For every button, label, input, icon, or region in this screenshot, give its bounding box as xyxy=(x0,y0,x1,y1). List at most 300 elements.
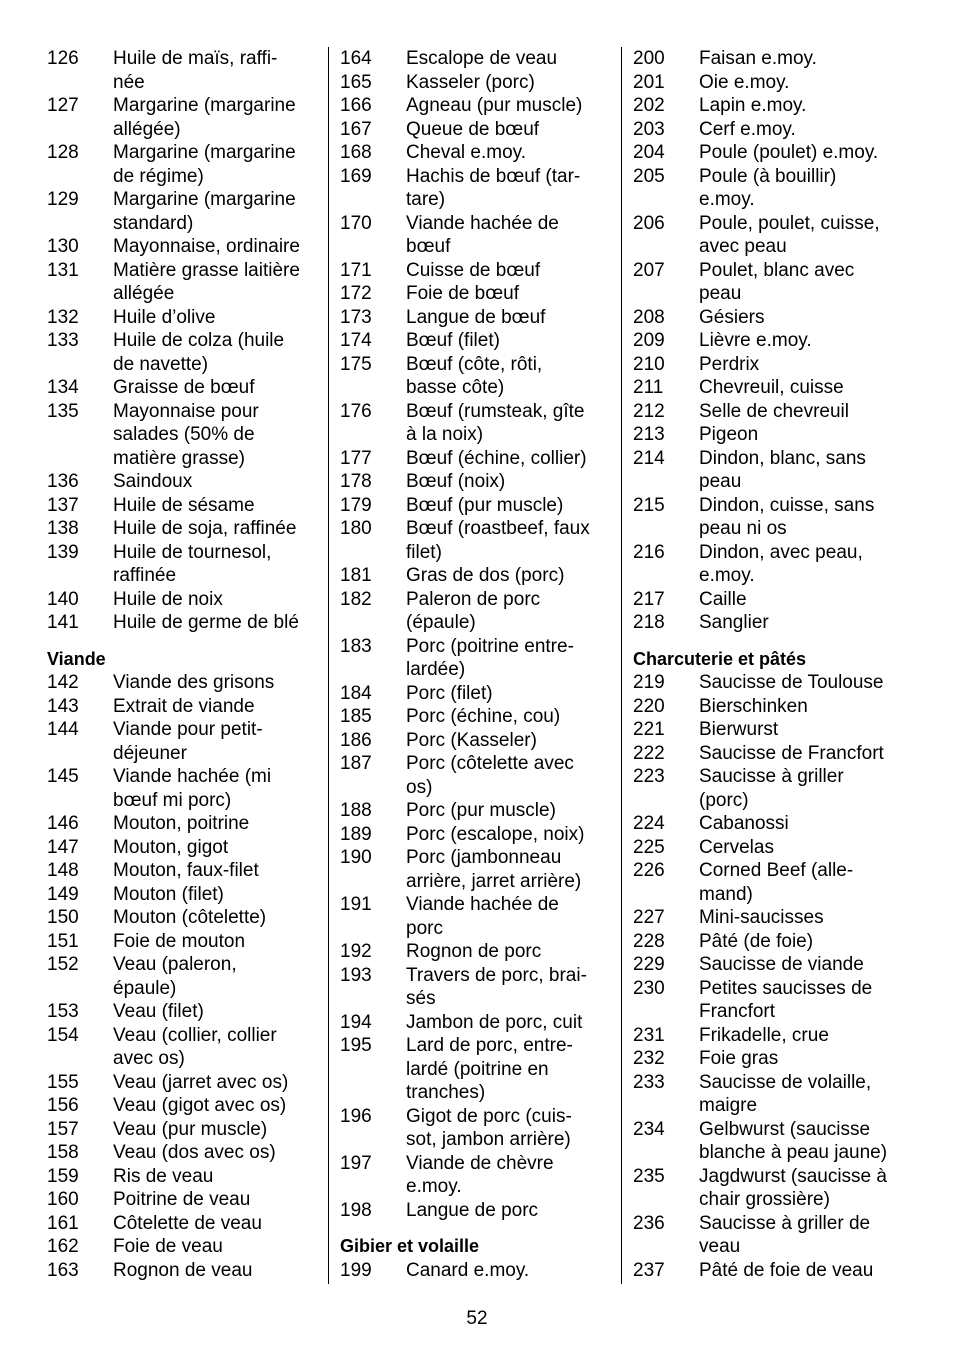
entry-name: Mayonnaise pour salades (50% de matière grasse) xyxy=(113,400,259,469)
entry-name: Gésiers xyxy=(699,306,765,328)
entry-name: Margarine (margarine standard) xyxy=(113,189,296,234)
entry-number: 228 xyxy=(633,930,665,952)
entry-name: Viande hachée (mi bœuf mi porc) xyxy=(113,766,272,811)
entry-name: Bœuf (échine, collier) xyxy=(406,447,587,469)
food-entry xyxy=(47,611,319,635)
food-entry xyxy=(340,517,612,564)
entry-name: Travers de porc, brai- sés xyxy=(406,964,587,1009)
food-entry xyxy=(340,729,612,753)
entry-name: Chevreuil, cuisse xyxy=(699,377,844,398)
entry-number: 191 xyxy=(340,894,372,915)
entry-name: Frikadelle, crue xyxy=(699,1024,829,1046)
food-entry xyxy=(340,118,612,142)
entry-number: 218 xyxy=(633,612,665,633)
food-entry xyxy=(47,859,319,883)
food-entry xyxy=(340,165,612,212)
food-entry xyxy=(340,940,612,964)
entry-name: Viande des grisons xyxy=(113,672,275,693)
entry-name: Veau (dos avec os) xyxy=(113,1142,276,1163)
entry-name: Viande hachée de porc xyxy=(406,894,559,939)
entry-number: 126 xyxy=(47,48,79,69)
entry-number: 195 xyxy=(340,1035,372,1056)
food-entry xyxy=(340,71,612,95)
food-entry xyxy=(633,1024,905,1048)
food-entry xyxy=(340,306,612,330)
food-entry xyxy=(47,376,319,400)
food-entry xyxy=(340,964,612,1011)
food-entry xyxy=(633,494,905,541)
food-entry xyxy=(633,671,905,695)
entry-name: Porc (jambonneau arrière, jarret arrière) xyxy=(406,847,582,892)
entry-name: Poitrine de veau xyxy=(113,1189,251,1210)
entry-number: 166 xyxy=(340,95,372,116)
entry-number: 213 xyxy=(633,424,665,445)
food-entry xyxy=(340,470,612,494)
entry-number: 182 xyxy=(340,588,372,610)
food-entry xyxy=(633,836,905,860)
entry-number: 224 xyxy=(633,813,665,834)
food-entry xyxy=(340,447,612,471)
entry-name: Pigeon xyxy=(699,424,759,445)
food-entry xyxy=(633,353,905,377)
entry-number: 210 xyxy=(633,353,665,375)
entry-number: 155 xyxy=(47,1071,79,1093)
entry-name: Dindon, cuisse, sans peau ni os xyxy=(699,494,875,539)
entry-name: Viande pour petit- déjeuner xyxy=(113,719,263,764)
entry-name: Veau (pur muscle) xyxy=(113,1118,268,1140)
entry-name: Langue de porc xyxy=(406,1199,539,1221)
entry-name: Porc (Kasseler) xyxy=(406,729,537,751)
food-entry xyxy=(340,259,612,283)
entry-number: 167 xyxy=(340,118,372,140)
entry-number: 188 xyxy=(340,800,372,821)
entry-name: Mouton, faux-filet xyxy=(113,860,259,881)
entry-name: Faisan e.moy. xyxy=(699,48,817,69)
entry-number: 180 xyxy=(340,518,372,539)
entry-name: Bœuf (roastbeef, faux filet) xyxy=(406,518,590,563)
entry-name: Saucisse à griller (porc) xyxy=(699,766,844,811)
food-entry xyxy=(633,859,905,906)
food-entry xyxy=(633,165,905,212)
entry-name: Gelbwurst (saucisse blanche à peau jaune) xyxy=(699,1118,888,1163)
entry-name: Huile de noix xyxy=(113,588,223,610)
entry-name: Huile de soja, raffinée xyxy=(113,518,297,539)
food-entry xyxy=(47,1235,319,1259)
entry-number: 215 xyxy=(633,494,665,516)
entry-name: Foie gras xyxy=(699,1048,779,1069)
food-entry xyxy=(633,1118,905,1165)
entry-name: Petites saucisses de Francfort xyxy=(699,977,873,1022)
entry-name: Saucisse de viande xyxy=(699,954,864,975)
food-entry xyxy=(47,836,319,860)
entry-number: 207 xyxy=(633,259,665,281)
food-entry xyxy=(47,1188,319,1212)
entry-number: 131 xyxy=(47,259,79,281)
entry-name: Huile de tournesol, raffinée xyxy=(113,541,272,586)
entry-number: 129 xyxy=(47,189,79,210)
entry-name: Saucisse de Toulouse xyxy=(699,672,884,693)
food-entry xyxy=(633,1212,905,1259)
food-entry xyxy=(633,1047,905,1071)
entry-name: Saucisse de Francfort xyxy=(699,742,884,764)
entry-number: 181 xyxy=(340,565,372,586)
food-entry xyxy=(47,541,319,588)
food-entry xyxy=(633,953,905,977)
entry-number: 192 xyxy=(340,941,372,962)
entry-number: 139 xyxy=(47,541,79,563)
entry-number: 220 xyxy=(633,695,665,717)
entry-number: 222 xyxy=(633,742,665,764)
entry-name: Saucisse de volaille, maigre xyxy=(699,1071,872,1116)
entry-name: Huile de sésame xyxy=(113,494,255,516)
entry-name: Selle de chevreuil xyxy=(699,400,849,422)
entry-number: 132 xyxy=(47,306,79,328)
entry-name: Cuisse de bœuf xyxy=(406,259,541,281)
entry-name: Huile d’olive xyxy=(113,306,216,328)
entry-name: Mayonnaise, ordinaire xyxy=(113,236,300,257)
food-entry xyxy=(47,906,319,930)
food-entry xyxy=(47,329,319,376)
entry-name: Veau (collier, collier avec os) xyxy=(113,1024,277,1069)
entry-number: 234 xyxy=(633,1118,665,1140)
entry-number: 149 xyxy=(47,883,79,905)
entry-number: 209 xyxy=(633,330,665,351)
food-entry xyxy=(633,259,905,306)
food-entry xyxy=(633,742,905,766)
entry-number: 236 xyxy=(633,1212,665,1234)
food-entry xyxy=(633,695,905,719)
food-entry xyxy=(340,635,612,682)
food-entry xyxy=(633,812,905,836)
entry-number: 194 xyxy=(340,1011,372,1033)
entry-number: 138 xyxy=(47,518,79,539)
entry-name: Dindon, blanc, sans peau xyxy=(699,447,866,492)
section-heading: Gibier et volaille xyxy=(340,1236,480,1256)
food-entry xyxy=(47,1071,319,1095)
food-entry xyxy=(47,765,319,812)
food-entry xyxy=(47,235,319,259)
entry-number: 174 xyxy=(340,330,372,351)
entry-name: Saucisse à griller de veau xyxy=(699,1212,871,1257)
entry-number: 133 xyxy=(47,330,79,351)
entry-number: 200 xyxy=(633,48,665,69)
entry-number: 154 xyxy=(47,1024,79,1046)
food-entry xyxy=(633,588,905,612)
entry-number: 197 xyxy=(340,1152,372,1174)
entry-number: 179 xyxy=(340,494,372,516)
entry-name: Kasseler (porc) xyxy=(406,71,535,93)
entry-name: Bœuf (noix) xyxy=(406,471,506,492)
entry-number: 147 xyxy=(47,836,79,858)
entry-number: 164 xyxy=(340,48,372,69)
entry-number: 203 xyxy=(633,118,665,140)
food-entry xyxy=(47,1141,319,1165)
entry-name: Foie de mouton xyxy=(113,930,246,952)
entry-name: Cheval e.moy. xyxy=(406,142,527,163)
entry-name: Mouton, gigot xyxy=(113,836,229,858)
entry-name: Porc (côtelette avec os) xyxy=(406,753,574,798)
entry-name: Viande de chèvre e.moy. xyxy=(406,1152,554,1197)
food-entry xyxy=(633,423,905,447)
entry-number: 148 xyxy=(47,860,79,881)
entry-number: 214 xyxy=(633,447,665,469)
entry-name: Escalope de veau xyxy=(406,48,558,69)
food-entry xyxy=(47,259,319,306)
entry-number: 217 xyxy=(633,588,665,610)
entry-number: 130 xyxy=(47,236,79,257)
food-entry xyxy=(340,752,612,799)
entry-number: 140 xyxy=(47,588,79,610)
entry-name: Huile de germe de blé xyxy=(113,612,299,633)
entry-number: 156 xyxy=(47,1095,79,1116)
entry-number: 142 xyxy=(47,672,79,693)
entry-name: Cabanossi xyxy=(699,813,789,834)
food-entry xyxy=(340,705,612,729)
section-heading: Viande xyxy=(47,648,106,669)
entry-name: Jagdwurst (saucisse à chair grossière) xyxy=(699,1165,887,1210)
entry-number: 158 xyxy=(47,1142,79,1163)
entry-name: Hachis de bœuf (tar- tare) xyxy=(406,165,581,210)
entry-name: Mouton (côtelette) xyxy=(113,907,267,928)
food-entry xyxy=(340,47,612,71)
entry-name: Canard e.moy. xyxy=(406,1259,530,1281)
entry-name: Mouton (filet) xyxy=(113,883,224,905)
column-divider xyxy=(328,47,329,1284)
entry-name: Sanglier xyxy=(699,612,769,633)
entry-number: 201 xyxy=(633,71,665,93)
entry-number: 141 xyxy=(47,612,79,633)
food-entry xyxy=(633,906,905,930)
food-entry xyxy=(633,611,905,635)
entry-number: 193 xyxy=(340,964,372,986)
food-entry xyxy=(340,1011,612,1035)
food-entry xyxy=(633,400,905,424)
entry-name: Bierwurst xyxy=(699,719,779,740)
food-entry xyxy=(633,447,905,494)
entry-name: Caille xyxy=(699,588,747,610)
food-list-column-3 xyxy=(633,47,905,1282)
entry-number: 198 xyxy=(340,1199,372,1221)
food-entry xyxy=(47,718,319,765)
entry-number: 153 xyxy=(47,1001,79,1022)
food-entry xyxy=(47,470,319,494)
food-entry xyxy=(47,671,319,695)
food-entry xyxy=(47,695,319,719)
food-entry xyxy=(340,564,612,588)
food-entry xyxy=(340,212,612,259)
food-entry xyxy=(633,1165,905,1212)
food-entry xyxy=(47,1094,319,1118)
entry-name: Lièvre e.moy. xyxy=(699,330,812,351)
entry-number: 135 xyxy=(47,400,79,422)
entry-name: Matière grasse laitière allégée xyxy=(113,259,300,304)
entry-number: 196 xyxy=(340,1105,372,1127)
entry-name: Cervelas xyxy=(699,836,774,858)
food-entry xyxy=(47,1000,319,1024)
entry-name: Lard de porc, entre- lardé (poitrine en tranches) xyxy=(406,1035,573,1103)
entry-name: Côtelette de veau xyxy=(113,1212,262,1234)
entry-name: Viande hachée de bœuf xyxy=(406,212,559,257)
entry-number: 177 xyxy=(340,447,372,469)
entry-name: Dindon, avec peau, e.moy. xyxy=(699,541,863,586)
food-entry xyxy=(47,494,319,518)
food-entry xyxy=(47,1118,319,1142)
entry-number: 172 xyxy=(340,283,372,304)
food-entry xyxy=(340,682,612,706)
food-entry xyxy=(47,1165,319,1189)
entry-name: Oie e.moy. xyxy=(699,71,790,93)
entry-number: 219 xyxy=(633,672,665,693)
food-entry xyxy=(633,1071,905,1118)
entry-name: Corned Beef (alle- mand) xyxy=(699,860,854,905)
food-entry xyxy=(340,588,612,635)
entry-name: Pâté de foie de veau xyxy=(699,1259,874,1281)
entry-number: 227 xyxy=(633,907,665,928)
food-entry xyxy=(340,823,612,847)
entry-name: Veau (jarret avec os) xyxy=(113,1071,289,1093)
entry-name: Poule (à bouillir) e.moy. xyxy=(699,165,837,210)
food-entry xyxy=(633,718,905,742)
food-entry xyxy=(633,71,905,95)
food-entry xyxy=(633,329,905,353)
entry-name: Paleron de porc (épaule) xyxy=(406,588,541,633)
entry-number: 162 xyxy=(47,1236,79,1257)
food-entry xyxy=(47,306,319,330)
entry-name: Saindoux xyxy=(113,471,193,492)
entry-name: Lapin e.moy. xyxy=(699,95,807,116)
food-entry xyxy=(340,353,612,400)
entry-name: Porc (poitrine entre- lardée) xyxy=(406,635,574,680)
entry-number: 202 xyxy=(633,95,665,116)
entry-number: 136 xyxy=(47,471,79,492)
entry-name: Mouton, poitrine xyxy=(113,813,250,834)
entry-name: Extrait de viande xyxy=(113,695,255,717)
entry-name: Bœuf (filet) xyxy=(406,330,500,351)
entry-number: 150 xyxy=(47,907,79,928)
entry-number: 190 xyxy=(340,847,372,868)
food-entry xyxy=(340,94,612,118)
entry-number: 146 xyxy=(47,813,79,834)
entry-name: Gras de dos (porc) xyxy=(406,565,565,586)
food-entry xyxy=(47,517,319,541)
food-entry xyxy=(633,541,905,588)
entry-number: 223 xyxy=(633,766,665,787)
section-heading: Charcuterie et pâtés xyxy=(633,648,807,669)
food-entry xyxy=(47,400,319,471)
food-entry xyxy=(47,188,319,235)
entry-number: 165 xyxy=(340,71,372,93)
food-entry xyxy=(633,977,905,1024)
entry-name: Poule, poulet, cuisse, avec peau xyxy=(699,212,880,257)
entry-number: 187 xyxy=(340,753,372,774)
entry-name: Margarine (margarine de régime) xyxy=(113,142,296,187)
food-entry xyxy=(47,1212,319,1236)
entry-name: Cerf e.moy. xyxy=(699,118,796,140)
entry-name: Veau (gigot avec os) xyxy=(113,1095,287,1116)
entry-name: Porc (filet) xyxy=(406,682,493,704)
entry-number: 211 xyxy=(633,377,664,398)
entry-number: 176 xyxy=(340,400,372,422)
entry-name: Jambon de porc, cuit xyxy=(406,1011,583,1033)
entry-name: Huile de colza (huile de navette) xyxy=(113,330,285,375)
entry-number: 204 xyxy=(633,142,665,163)
entry-name: Perdrix xyxy=(699,353,760,375)
entry-number: 221 xyxy=(633,719,665,740)
food-entry xyxy=(47,812,319,836)
food-entry xyxy=(340,329,612,353)
food-list-column-2 xyxy=(340,47,612,1282)
entry-number: 235 xyxy=(633,1165,665,1187)
food-entry xyxy=(633,47,905,71)
entry-name: Foie de veau xyxy=(113,1236,223,1257)
food-entry xyxy=(633,306,905,330)
entry-number: 208 xyxy=(633,306,665,328)
entry-name: Gigot de porc (cuis- sot, jambon arrière) xyxy=(406,1105,572,1150)
entry-number: 237 xyxy=(633,1259,665,1281)
entry-name: Bœuf (rumsteak, gîte à la noix) xyxy=(406,400,585,445)
food-entry xyxy=(633,765,905,812)
entry-number: 184 xyxy=(340,682,372,704)
food-entry xyxy=(340,799,612,823)
food-entry xyxy=(340,1034,612,1105)
entry-number: 178 xyxy=(340,471,372,492)
entry-name: Porc (pur muscle) xyxy=(406,800,556,821)
entry-number: 206 xyxy=(633,212,665,234)
food-entry xyxy=(340,141,612,165)
entry-name: Poulet, blanc avec peau xyxy=(699,259,855,304)
entry-name: Margarine (margarine allégée) xyxy=(113,95,296,140)
entry-name: Veau (filet) xyxy=(113,1001,204,1022)
food-entry xyxy=(47,1259,319,1283)
food-entry xyxy=(340,282,612,306)
food-entry xyxy=(47,141,319,188)
entry-number: 159 xyxy=(47,1165,79,1187)
entry-name: Bierschinken xyxy=(699,695,808,717)
food-list-column-1 xyxy=(47,47,319,1282)
entry-name: Bœuf (pur muscle) xyxy=(406,494,564,516)
food-entry xyxy=(47,47,319,94)
entry-number: 168 xyxy=(340,142,372,163)
entry-number: 157 xyxy=(47,1118,79,1140)
entry-number: 216 xyxy=(633,541,665,563)
entry-number: 144 xyxy=(47,719,79,740)
entry-number: 186 xyxy=(340,729,372,751)
food-entry xyxy=(47,930,319,954)
entry-name: Bœuf (côte, rôti, basse côte) xyxy=(406,353,543,398)
entry-number: 229 xyxy=(633,954,665,975)
food-entry xyxy=(633,118,905,142)
entry-number: 233 xyxy=(633,1071,665,1093)
entry-name: Rognon de veau xyxy=(113,1259,253,1281)
entry-number: 183 xyxy=(340,635,372,657)
entry-number: 225 xyxy=(633,836,665,858)
entry-number: 232 xyxy=(633,1048,665,1069)
food-entry xyxy=(340,1199,612,1223)
entry-number: 189 xyxy=(340,823,372,845)
entry-name: Poule (poulet) e.moy. xyxy=(699,142,879,163)
entry-number: 199 xyxy=(340,1259,372,1281)
entry-number: 173 xyxy=(340,306,372,328)
entry-name: Queue de bœuf xyxy=(406,118,540,140)
entry-number: 205 xyxy=(633,165,665,187)
entry-number: 128 xyxy=(47,142,79,163)
entry-name: Ris de veau xyxy=(113,1165,214,1187)
entry-number: 169 xyxy=(340,165,372,187)
entry-number: 170 xyxy=(340,212,372,234)
food-entry xyxy=(340,1105,612,1152)
entry-number: 185 xyxy=(340,706,372,727)
food-entry xyxy=(340,893,612,940)
